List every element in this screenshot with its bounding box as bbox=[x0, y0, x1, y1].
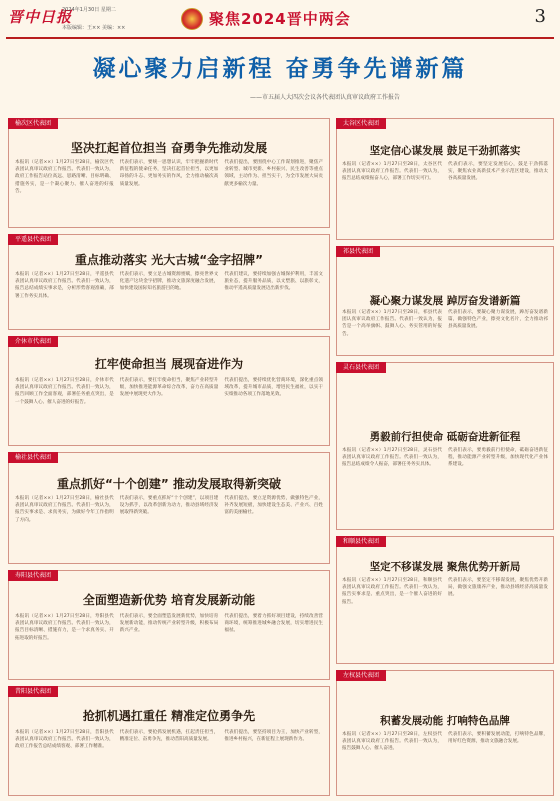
article-paragraph: 本报讯（记者××）1月27日至28日，榆社县代表团认真审议政府工作报告。代表们一致认为，报告实事求是、求真务实，为做好今年工作指明了方向。 bbox=[15, 496, 114, 523]
newspaper-logo: 晋中日报 bbox=[8, 8, 73, 26]
article-paragraph: 本报讯（记者××）1月27日至28日，灵石县代表团认真审议政府工作报告。代表们一致认为，报告总结成绩令人振奋，部署任务务实具体。 bbox=[342, 448, 442, 468]
article-paragraph: 代表们提出，要围绕中心工作谋划推进，聚焦产业转型、城市更新、乡村振兴、民生改善等重点领域，主动作为、担当实干，为全市发展大局贡献更多榆次力量。 bbox=[224, 160, 324, 187]
article-paragraph: 本报讯（记者××）1月27日至28日，平遥县代表团认真审议政府工作报告。代表们一致认为，报告总结成绩实事求是，分析形势客观准确，部署工作务实具体。 bbox=[15, 272, 114, 299]
section-pingyao bbox=[8, 234, 330, 330]
section-title: 坚决扛起首位担当 奋勇争先推动发展 bbox=[70, 141, 268, 155]
section-tag: 寿阳县代表团 bbox=[8, 570, 58, 581]
article-paragraph: 代表们提出，要立足资源优势，做强特色产业，补齐发展短板，加快建设生态美、产业兴、百姓富的美丽榆社。 bbox=[224, 496, 324, 516]
article-paragraph: 代表们表示，要全面塑造发展新优势，加快培育发展新动能，推动传统产业转型升级，积极布局新兴产业。 bbox=[119, 614, 219, 634]
section-xiyang bbox=[8, 686, 330, 796]
article-paragraph: 代表们表示，要抢抓发展机遇，扛起责任担当，精准定位、奋勇争先，推动昔阳高质量发展。 bbox=[119, 730, 219, 743]
masthead-divider bbox=[6, 37, 554, 39]
section-zuoquan bbox=[336, 670, 554, 796]
section-tag: 平遥县代表团 bbox=[8, 234, 58, 245]
article-paragraph: 代表们表示，要坚定发展信心，鼓足干劲抓落实，聚焦农业高新技术产业示范区建设，推动太谷高质量发展。 bbox=[448, 162, 548, 182]
section-title: 勇毅前行担使命 砥砺奋进新征程 bbox=[369, 431, 521, 443]
section-title: 积蓄发展动能 打响特色品牌 bbox=[380, 715, 510, 727]
issue-date: 2024年1月30日 星期二 bbox=[62, 7, 116, 13]
section-tag: 左权县代表团 bbox=[336, 670, 386, 681]
section-tag: 昔阳县代表团 bbox=[8, 686, 58, 697]
special-section-title: 聚焦2024晋中两会 bbox=[209, 10, 351, 28]
article-paragraph: 代表们表示，要凝心聚力谋发展，踔厉奋发谱新篇，做强特色产业，擦亮文化名片，全力推动祁县高质量发展。 bbox=[448, 310, 548, 330]
article-paragraph: 代表们表示，要积蓄发展动能，打响特色品牌，用好红色资源，推动文旅融合发展。 bbox=[448, 732, 548, 745]
section-title: 全面塑造新优势 培育发展新动能 bbox=[82, 593, 256, 607]
article-paragraph: 代表们表示，要扛牢使命担当，聚焦产业转型升级，加快推进能源革命综合改革，奋力在高质量发展中展现更大作为。 bbox=[119, 378, 219, 398]
section-tag: 太谷区代表团 bbox=[336, 118, 386, 129]
section-title: 重点推动落实 光大古城“金字招牌” bbox=[75, 253, 263, 267]
article-paragraph: 代表们表示，要统一思想认识，牢牢把握新时代新征程的使命任务，坚决扛起首位担当，以更加昂扬的斗志、更加务实的作风，全力推动榆次高质量发展。 bbox=[119, 160, 219, 187]
section-qixian bbox=[336, 246, 554, 356]
page-subheadline: ——市五届人大四次会议各代表团认真审议政府工作报告 bbox=[249, 94, 400, 101]
section-tag: 和顺县代表团 bbox=[336, 536, 386, 547]
article-paragraph: 本报讯（记者××）1月27日至28日，和顺县代表团认真审议政府工作报告。代表们一致认为，报告实事求是、重点突出，是一个催人奋进的好报告。 bbox=[342, 578, 442, 605]
section-title: 凝心聚力谋发展 踔厉奋发谱新篇 bbox=[369, 295, 521, 307]
section-yuci bbox=[8, 118, 330, 228]
section-tag: 灵石县代表团 bbox=[336, 362, 386, 373]
article-paragraph: 代表们表示，要立足古城资源禀赋，擦亮世界文化遗产这块金字招牌，推动文旅深度融合发展，加快建设国际知名旅游目的地。 bbox=[119, 272, 219, 292]
section-taigu bbox=[336, 118, 554, 240]
article-paragraph: 代表们提出，要持续优化营商环境，深化重点领域改革，提升城市品质，增进民生福祉，以实干实绩推动各项工作落地见效。 bbox=[224, 378, 324, 398]
section-title: 坚定信心谋发展 鼓足干劲抓落实 bbox=[369, 145, 521, 157]
masthead bbox=[0, 0, 560, 40]
article-paragraph: 本报讯（记者××）1月27日至28日，昔阳县代表团认真审议政府工作报告。代表们一致认为，政府工作报告总结成绩客观、部署工作精准。 bbox=[15, 730, 114, 750]
article-paragraph: 代表们表示，要坚定不移谋发展，聚焦优势开新局，做强文旅康养产业，推动县域经济高质量发展。 bbox=[448, 578, 548, 598]
article-paragraph: 代表们建议，要持续加强古城保护利用，丰富文旅业态，提升服务品质，以文塑旅、以旅彰文，推动平遥高质量发展迈出新步伐。 bbox=[224, 272, 324, 292]
section-shouyang bbox=[8, 570, 330, 680]
article-paragraph: 代表们提出，要着力抓好项目建设，持续改善营商环境，统筹推进城乡融合发展，切实增进民生福祉。 bbox=[224, 614, 324, 634]
section-heshun bbox=[336, 536, 554, 664]
article-paragraph: 本报讯（记者××）1月27日至28日，介休市代表团认真审议政府工作报告。代表们一致认为，报告回顾工作全面客观，部署任务重点突出，是一个鼓舞人心、催人奋进的好报告。 bbox=[15, 378, 114, 405]
section-tag: 榆社县代表团 bbox=[8, 452, 58, 463]
page-number: 3 bbox=[534, 6, 546, 27]
section-tag: 祁县代表团 bbox=[336, 246, 380, 257]
article-paragraph: 本报讯（记者××）1月27日至28日，寿阳县代表团认真审议政府工作报告。代表们一致认为，报告目标清晰、措施有力，是一个求真务实、开拓进取的好报告。 bbox=[15, 614, 114, 641]
section-title: 抢抓机遇扛重任 精准定位勇争先 bbox=[82, 709, 256, 723]
section-tag: 榆次区代表团 bbox=[8, 118, 58, 129]
article-paragraph: 本报讯（记者××）1月27日至28日，祁县代表团认真审议政府工作报告。代表们一致认为，报告是一个高举旗帜、鼓舞人心、务实管用的好报告。 bbox=[342, 310, 442, 337]
section-title: 扛牢使命担当 展现奋进作为 bbox=[94, 357, 244, 371]
section-jiexiu bbox=[8, 336, 330, 446]
article-paragraph: 代表们提出，要坚持项目为王，加快产业转型，推进乡村振兴，在新征程上展现新作为。 bbox=[224, 730, 324, 743]
article-paragraph: 代表们表示，要重点抓好“十个创建”，以项目建设为抓手，以改革创新为动力，推动县域经济发展取得新突破。 bbox=[119, 496, 219, 516]
article-paragraph: 代表们表示，要勇毅前行担使命，砥砺奋进新征程，推动能源产业转型升级，加快现代化产业体系建设。 bbox=[448, 448, 548, 468]
editor-line: 本版编辑：王×× 美编：×× bbox=[62, 25, 126, 31]
article-paragraph: 本报讯（记者××）1月27日至28日，太谷区代表团认真审议政府工作报告。代表们一致认为，报告总结成绩振奋人心，部署工作切实可行。 bbox=[342, 162, 442, 182]
section-tag: 介休市代表团 bbox=[8, 336, 58, 347]
section-title: 坚定不移谋发展 聚焦优势开新局 bbox=[369, 561, 521, 573]
page-headline: 凝心聚力启新程 奋勇争先谱新篇 bbox=[92, 56, 468, 82]
section-lingshi bbox=[336, 362, 554, 530]
section-yushe bbox=[8, 452, 330, 564]
article-paragraph: 本报讯（记者××）1月27日至28日，榆次区代表团认真审议政府工作报告。代表们一致认为，政府工作报告站位高远、思路清晰、目标明确、措施务实，是一个凝心聚力、催人奋进的好报告。 bbox=[15, 160, 114, 194]
section-title: 重点抓好“十个创建” 推动发展取得新突破 bbox=[57, 477, 281, 491]
national-emblem-icon bbox=[181, 8, 203, 30]
article-paragraph: 本报讯（记者××）1月27日至28日，左权县代表团认真审议政府工作报告。代表们一致认为，报告鼓舞人心、催人奋进。 bbox=[342, 732, 442, 752]
